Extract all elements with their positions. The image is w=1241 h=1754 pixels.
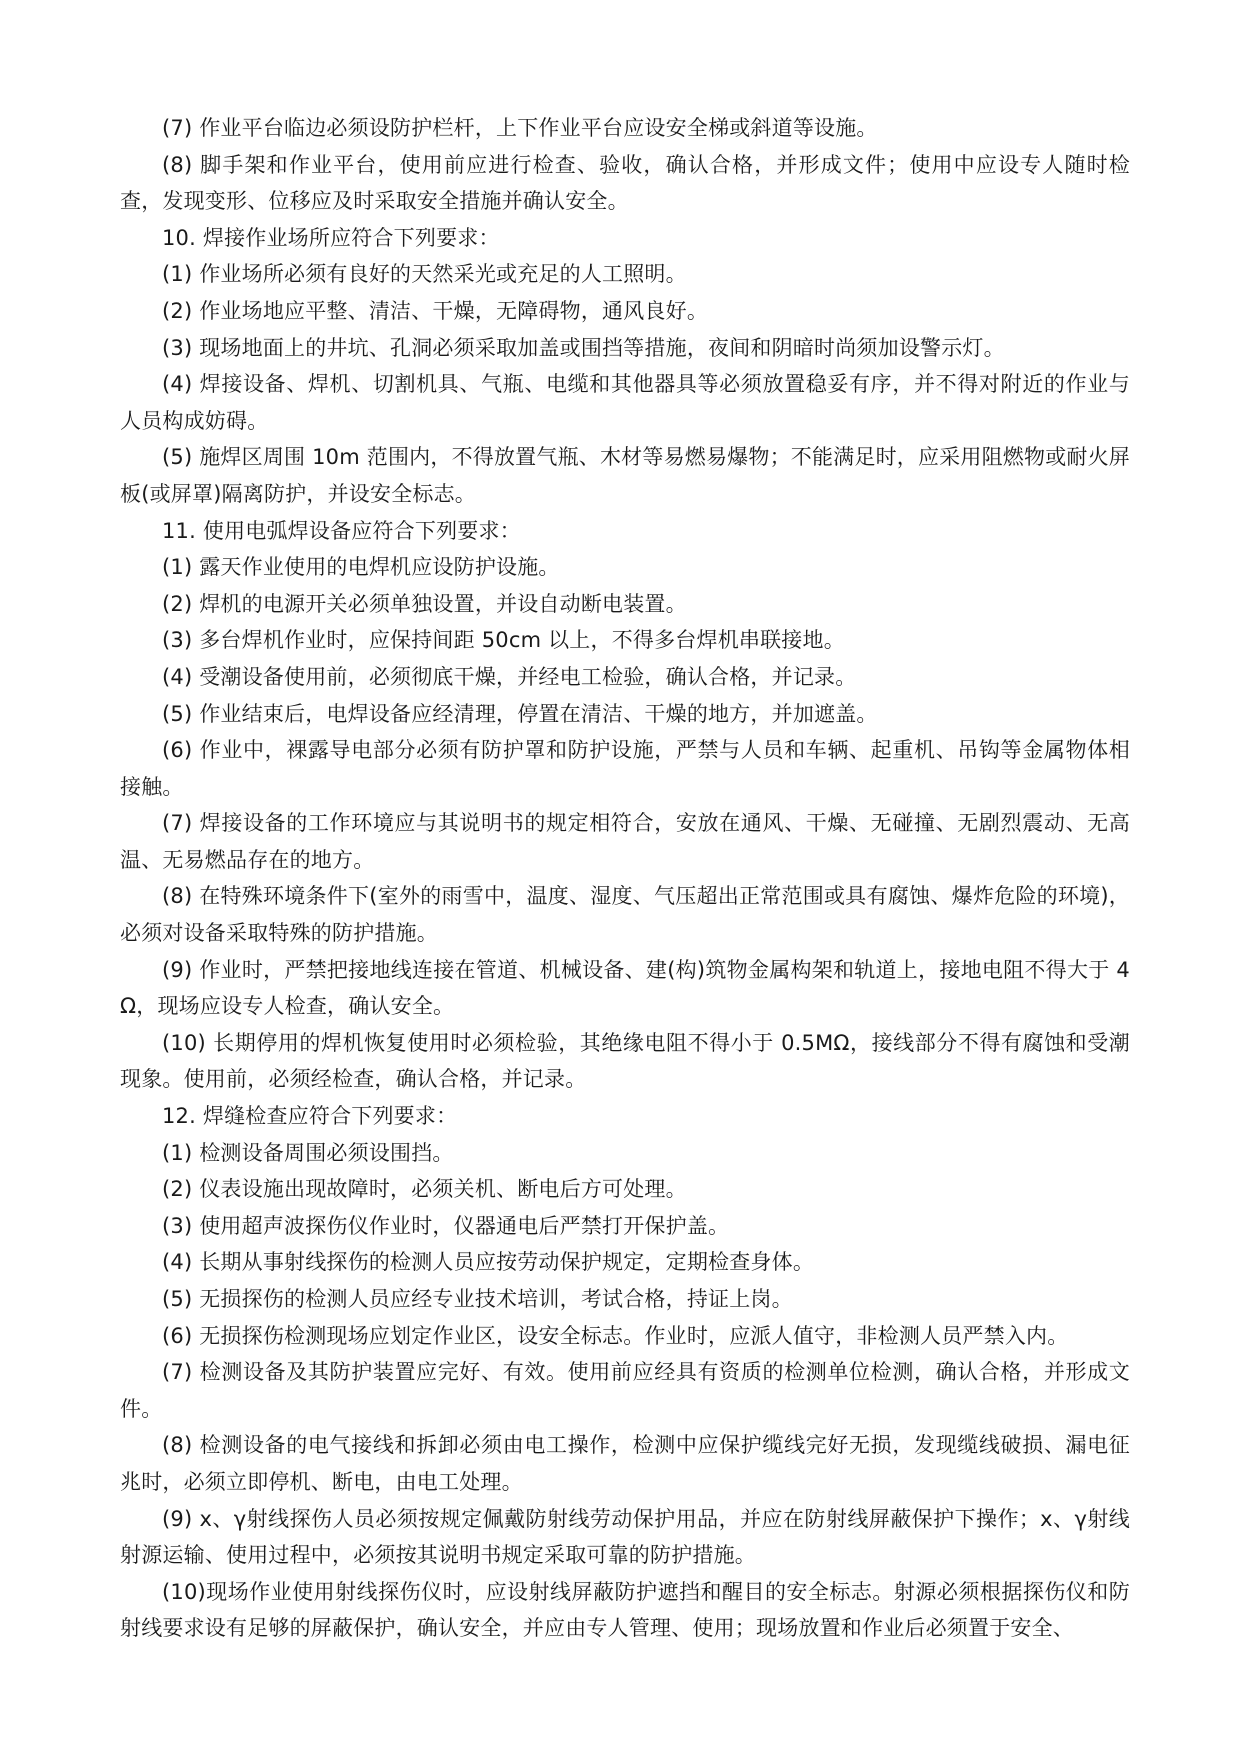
paragraph: (9) x、γ射线探伤人员必须按规定佩戴防射线劳动保护用品，并应在防射线屏蔽保护下操作；x、γ射线射源运输、使用过程中，必须按其说明书规定采取可靠的防护措施。 — [120, 1506, 1130, 1568]
paragraph: (1) 检测设备周围必须设围挡。 — [162, 1140, 454, 1165]
paragraph: (7) 作业平台临边必须设防护栏杆，上下作业平台应设安全梯或斜道等设施。 — [162, 116, 878, 140]
document-page — [120, 110, 1130, 1647]
paragraph: (3) 现场地面上的井坑、孔洞必须采取加盖或围挡等措施，夜间和阴暗时尚须加设警示灯。 — [162, 335, 1005, 360]
paragraph: (7) 检测设备及其防护装置应完好、有效。使用前应经具有资质的检测单位检测，确认合格，并形成文件。 — [120, 1360, 1130, 1421]
paragraph: (3) 多台焊机作业时，应保持间距 50cm 以上，不得多台焊机串联接地。 — [162, 628, 845, 653]
paragraph: (9) 作业时，严禁把接地线连接在管道、机械设备、建(构)筑物金属构架和轨道上，接地电阻不得大于 4Ω，现场应设专人检查，确认安全。 — [120, 957, 1130, 1019]
paragraph: (10)现场作业使用射线探伤仪时，应设射线屏蔽防护遮挡和醒目的安全标志。射源必须根据探伤仪和防射线要求设有足够的屏蔽保护，确认安全，并应由专人管理、使用；现场放置和作业后必须置于安全、 — [120, 1579, 1130, 1641]
paragraph: (3) 使用超声波探伤仪作业时，仪器通电后严禁打开保护盖。 — [162, 1213, 730, 1238]
paragraph: (2) 仪表设施出现故障时，必须关机、断电后方可处理。 — [162, 1177, 687, 1202]
paragraph: (8) 脚手架和作业平台，使用前应进行检查、验收，确认合格，并形成文件；使用中应设专人随时检查，发现变形、位移应及时采取安全措施并确认安全。 — [120, 152, 1130, 214]
section-heading: 12. 焊缝检查应符合下列要求： — [162, 1104, 458, 1129]
paragraph: (8) 在特殊环境条件下(室外的雨雪中，温度、湿度、气压超出正常范围或具有腐蚀、爆炸危险的环境)，必须对设备采取特殊的防护措施。 — [120, 884, 1130, 946]
paragraph: (4) 焊接设备、焊机、切割机具、气瓶、电缆和其他器具等必须放置稳妥有序，并不得对附近的作业与人员构成妨碍。 — [120, 372, 1130, 433]
paragraph: (2) 作业场地应平整、清洁、干燥，无障碍物，通风良好。 — [162, 298, 709, 323]
paragraph: (2) 焊机的电源开关必须单独设置，并设自动断电装置。 — [162, 591, 687, 616]
paragraph: (1) 露天作业使用的电焊机应设防护设施。 — [162, 555, 560, 580]
paragraph: (8) 检测设备的电气接线和拆卸必须由电工操作，检测中应保护缆线完好无损，发现缆线破损、漏电征兆时，必须立即停机、断电，由电工处理。 — [120, 1433, 1130, 1494]
paragraph: (6) 无损探伤检测现场应划定作业区，设安全标志。作业时，应派人值守，非检测人员严禁入内。 — [162, 1323, 1069, 1348]
section-heading: 10. 焊接作业场所应符合下列要求： — [162, 225, 500, 250]
paragraph: (4) 长期从事射线探伤的检测人员应按劳动保护规定，定期检查身体。 — [162, 1250, 815, 1275]
paragraph: (5) 作业结束后，电焊设备应经清理，停置在清洁、干燥的地方，并加遮盖。 — [162, 701, 878, 726]
paragraph: (5) 无损探伤的检测人员应经专业技术培训，考试合格，持证上岗。 — [162, 1287, 793, 1311]
section-heading: 11. 使用电弧焊设备应符合下列要求： — [162, 518, 521, 543]
paragraph: (1) 作业场所必须有良好的天然采光或充足的人工照明。 — [162, 262, 687, 287]
paragraph: (7) 焊接设备的工作环境应与其说明书的规定相符合，安放在通风、干燥、无碰撞、无剧烈震动、无高温、无易燃品存在的地方。 — [120, 811, 1130, 872]
paragraph: (6) 作业中，裸露导电部分必须有防护罩和防护设施，严禁与人员和车辆、起重机、吊钩等金属物体相接触。 — [120, 738, 1130, 799]
paragraph: (4) 受潮设备使用前，必须彻底干燥，并经电工检验，确认合格，并记录。 — [162, 664, 857, 689]
paragraph: (10) 长期停用的焊机恢复使用时必须检验，其绝缘电阻不得小于 0.5MΩ，接线部分不得有腐蚀和受潮现象。使用前，必须经检查，确认合格，并记录。 — [120, 1030, 1130, 1092]
paragraph: (5) 施焊区周围 10m 范围内，不得放置气瓶、木材等易燃易爆物；不能满足时，应采用阻燃物或耐火屏板(或屏罩)隔离防护，并设安全标志。 — [120, 445, 1130, 506]
